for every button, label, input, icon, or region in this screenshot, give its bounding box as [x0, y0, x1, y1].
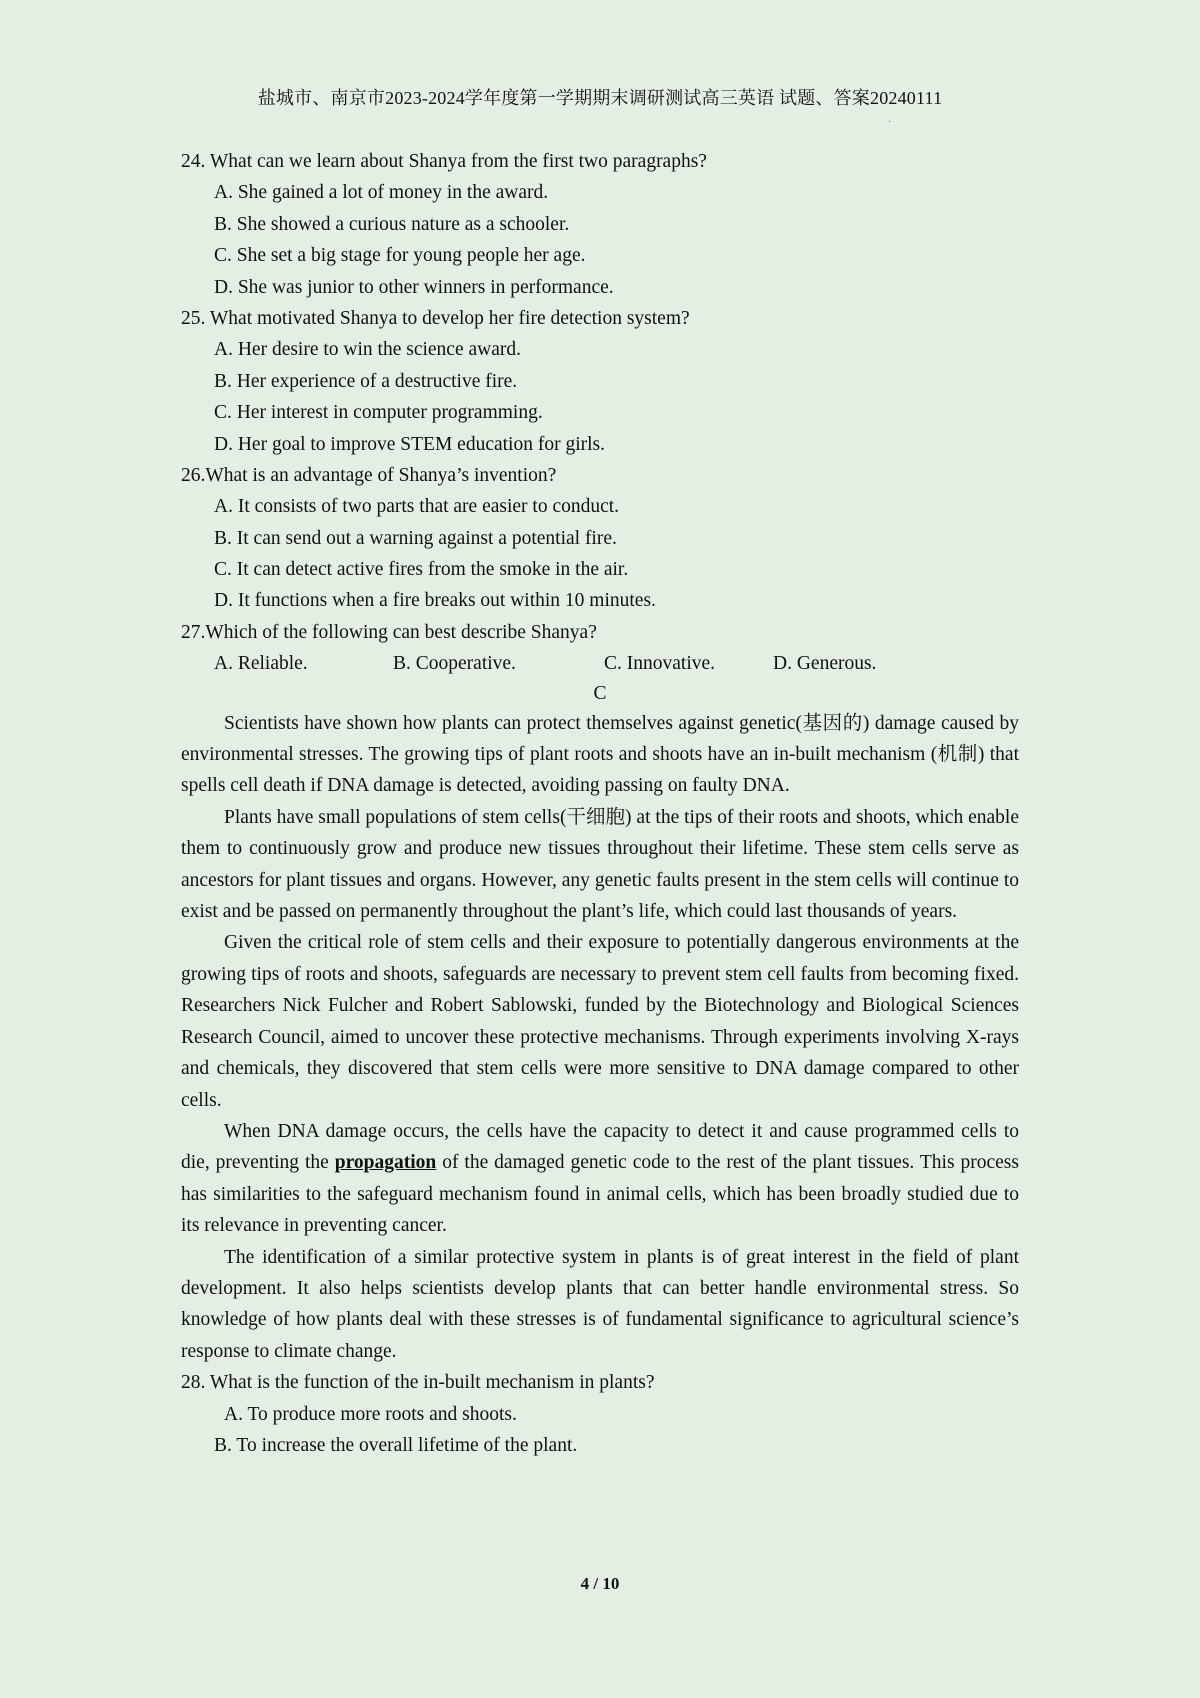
option: B. Her experience of a destructive fire.	[214, 370, 518, 392]
option: B. To increase the overall lifetime of the plant.	[214, 1434, 578, 1456]
question-24: 24. What can we learn about Shanya from the first two paragraphs?	[181, 151, 707, 172]
option: A. To produce more roots and shoots.	[224, 1403, 517, 1425]
page-content	[181, 146, 1019, 1461]
option: A. Reliable.	[214, 653, 308, 675]
section-title: C	[593, 682, 607, 704]
passage-paragraph: Scientists have shown how plants can protect themselves against genetic(基因的) damage caused by environmental stresses. The growing tips of plant roots and shoots have an in-built mechanism (机制) that spells cell death if DNA damage is detected, avoiding passing on faulty DNA.	[181, 712, 1019, 797]
underlined-word: propagation	[334, 1152, 437, 1174]
option: B. She showed a curious nature as a schooler.	[214, 213, 570, 235]
option: D. Her goal to improve STEM education for girls.	[214, 433, 605, 455]
passage-paragraph	[181, 1116, 1019, 1242]
paragraph-text: When DNA damage occurs, the cells have the capacity to detect it and cause programmed cells to die, preventing the	[181, 1120, 1019, 1174]
question-25: 25. What motivated Shanya to develop her fire detection system?	[181, 307, 690, 329]
option: D. She was junior to other winners in performance.	[214, 276, 614, 298]
option: C. It can detect active fires from the smoke in the air.	[214, 559, 629, 581]
option: A. Her desire to win the science award.	[214, 339, 522, 361]
paragraph-text: of the damaged genetic code to the rest of the plant tissues. This process has similarities to the safeguard mechanism found in animal cells, which has been broadly studied due to its relevance in preventing cancer.	[181, 1152, 1019, 1237]
option: D. Generous.	[773, 653, 877, 675]
decorative-dot: ·	[888, 117, 892, 128]
option: B. Cooperative.	[393, 653, 516, 675]
question-28: 28. What is the function of the in-built mechanism in plants?	[181, 1372, 655, 1394]
passage-paragraph: Given the critical role of stem cells and their exposure to potentially dangerous environments at the growing tips of roots and shoots, safeguards are necessary to prevent stem cell faults from becoming fixed. Researchers Nick Fulcher and Robert Sablowski, funded by the Biotechnology and Biological Sciences Research Council, aimed to uncover these protective mechanisms. Through experiments involving X-rays and chemicals, they discovered that stem cells were more sensitive to DNA damage compared to other cells.	[181, 932, 1019, 1111]
page-number: 4 / 10	[580, 1574, 620, 1593]
option: C. Innovative.	[604, 653, 716, 675]
question-27: 27.Which of the following can best describe Shanya?	[181, 621, 597, 643]
option: A. She gained a lot of money in the award.	[214, 182, 549, 204]
passage-paragraph: The identification of a similar protective system in plants is of great interest in the field of plant development. It also helps scientists develop plants that can better handle environmental stress. So knowledge of how plants deal with these stresses is of fundamental significance to agricultural science’s response to climate change.	[181, 1246, 1019, 1362]
option: D. It functions when a fire breaks out within 10 minutes.	[214, 590, 656, 612]
option: B. It can send out a warning against a potential fire.	[214, 527, 617, 549]
option: C. She set a big stage for young people her age.	[214, 245, 586, 267]
option: A. It consists of two parts that are easier to conduct.	[214, 496, 620, 518]
passage-paragraph: Plants have small populations of stem cells(干细胞) at the tips of their roots and shoots, which enable them to continuously grow and produce new tissues throughout their lifetime. These stem cells serve as ancestors for plant tissues and organs. However, any genetic faults present in the stem cells will continue to exist and be passed on permanently throughout the plant’s life, which could last thousands of years.	[181, 806, 1019, 923]
option-row	[181, 648, 1019, 679]
page-header: 盐城市、南京市2023-2024学年度第一学期期末调研测试高三英语 试题、答案20240111	[257, 88, 943, 108]
option: C. Her interest in computer programming.	[214, 402, 543, 424]
question-26: 26.What is an advantage of Shanya’s invention?	[181, 464, 557, 486]
